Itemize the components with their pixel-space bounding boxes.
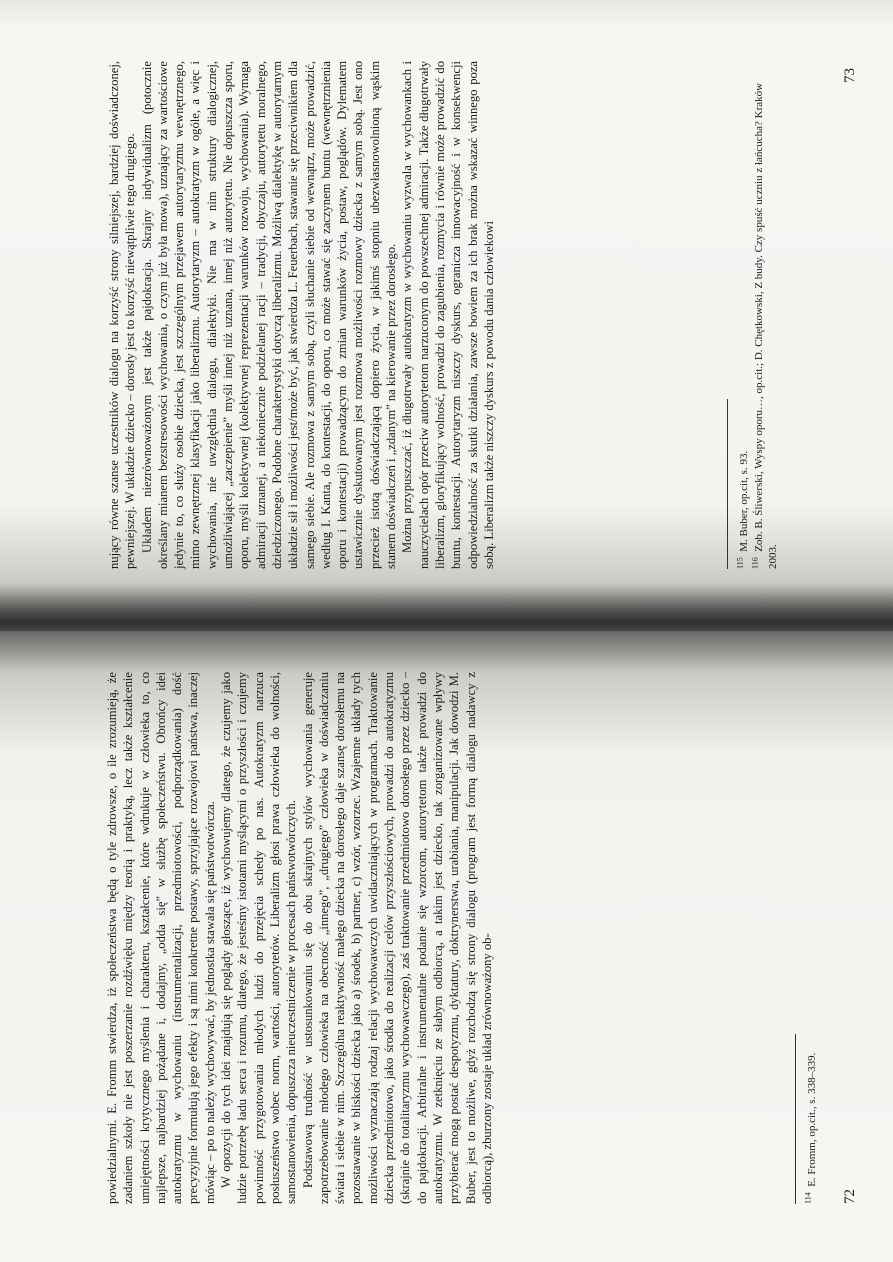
right-paragraph-3 [399, 61, 497, 569]
left-paragraph-3 [300, 672, 496, 1204]
paragraph-text: nujący równe szanse uczestników dialogu na korzyść strony silniejszej, bardziej doświadczonej, pewniejszej. W układzie dziecko – dorosły jest to korzyść niewątpliwie tego drugiego. [107, 61, 138, 569]
paragraph-text: Podstawową trudność w ustosunkowaniu się do obu skrajnych stylów wychowania generuje zapotrzebowanie młodego człowieka na obecność „innego”, „drugiego” człowieka w doświadczaniu świata i siebie w nim. Szczególna reaktywność małego dziecka na dorosłego daje szansę dorosłemu na pozostawanie w bliskości dziecka jako a) środek, b) partner, c) wzór, wzorzec. Wzajemne układy tych możliwości wyznaczają rodzaj relacji wychowawczych uwidaczniających w programach. Traktowanie dziecka przedmiotowo, jako środka do realizacji celów przyszłościowych, prowadzi do autokratyzmu (skrajnie do totalitaryzmu wychowawczego), zaś traktowanie przedmiotowo dorosłego przez dziecko – do pajdokracji. Arbitralne i instrumentalne podanie się wzorcom, autorytetom także prowadzi do autokratyzmu. W zetknięciu ze słabym odbiorcą, a takim jest dziecko, tak zorganizowane wpływy przybierać mogą postać despotyzmu, dyktatury, doktrynerstwa, urabiania, manipulacji. Jak dowodzi M. Buber, jest to możliwe, gdyż rozchodzą się strony dialogu (program jest formą dialogu nadawcy z odbiorcą), zburzony zostaje układ zrównoważony ob- [300, 672, 494, 1204]
paragraph-text: W opozycji do tych idei znajdują się poglądy głoszące, iż wychowujemy dlatego, że czujemy jako ludzie potrzebę ładu serca i rozumu, dlatego, że jesteśmy istotami myślącymi o przyszłości i czujemy powinność przygotowania młodych ludzi do przejęcia schedy po nas. Autokratyzm narzuca posłuszeństwo wobec norm, wartości, autorytetów. Liberalizm głosi prawa człowieka do wolności, samostanowienia, dopuszcza nieuczestniczenie w procesach państwotwórczych. [219, 672, 299, 1204]
footnote-text: Zob. B. Śliwerski, Wyspy oporu…, op.cit.; D. Chętkowski, Z budy. Czy spuść uczniu z łańcucha? Kraków 2003. [753, 82, 779, 569]
paragraph-text: Można przypuszczać, iż długotrwały autokratyzm w wychowaniu wyzwala w wychowankach i nauczycielach opór przeciw autorytetom narzuconym do powszechnej admiracji. Także długotrwały liberalizm, gloryfikujący wolność, prowadzi do zagubienia, rozmycia i równie może prowadzić do buntu, kontestacji. Autorytaryzm niszczy dyskurs, ogranicza innowacyjność i w konsekwencji odpowiedzialność za skutki działania, zawsze bowiem za ich brak można wskazać winnego poza sobą. Liberalizm także niszczy dyskurs z powodu dania człowiekowi [400, 61, 496, 569]
left-footnote [805, 672, 819, 1204]
footnote-number: 116 [750, 557, 760, 569]
left-page [0, 631, 893, 1262]
page-edge-shadow [0, 0, 893, 30]
right-footnote-116 [752, 61, 780, 569]
right-footnote-rule [727, 399, 728, 569]
paragraph-text: Układem niezrównoważonym jest także pajdokracja. Skrajny indywidualizm (potocznie określany mianem bezstresowości wychowania, o czym już była mowa), uznający za wartościowe jedynie to, co służy osobie dziecka, jest szczególnym przejawem autorytaryzmu wewnętrznego, mimo zewnętrznej klasyfikacji jako liberalizmu. Autorytaryzm – autokratyzm w ogóle, a więc i wychowania, nie uwzględnia dialogu, dialektyki. Nie ma w nim struktury dialogicznej, umożliwiającej „zaczepienie” myśli innej niż uznana, innej niż autorytetu. Nie dopuszcza sporu, oporu, myśli kolektywnej (kolektywnej reprezentacji warunków rozwoju, wychowania). Wymaga admiracji uznanej, a niekoniecznie podzielanej racji – tradycji, obyczaju, autorytetu moralnego, dziedziczonego. Podobne charakterystyki dotyczą liberalizmu. Możliwą dialektykę w autorytarnym układzie sił i możliwości jest/może być, jak stwierdza L. Feuerbach, stawanie się przeciwnikiem dla samego siebie. Ale rozmowa z samym sobą, czyli słuchanie siebie od wewnątrz, może prowadzić, według I. Kanta, do kontestacji, do oporu, co może stawać się zaczynem buntu (wewnętrznienia oporu i kontestacji) prowadzącym do zmian warunków życia, postaw, poglądów. Dylematem ustawicznie dyskutowanym jest rozmowa możliwości rozmowy dziecka z samym sobą. Jest ono przecież istotą doświadczającą dopiero życia, w jakimś stopniu ubezwłasnowolnioną wąskim stanem doświadczeń i „zdanym” na kierowanie przez dorosłego. [139, 61, 399, 569]
left-paragraph-1 [104, 672, 218, 1204]
left-body-text [104, 672, 495, 1204]
paragraph-text: powiedzialnymi. E. Fromm stwierdza, iż społeczeństwa będą o tyle zdrowsze, o ile zrozumieją, że zadaniem szkoły nie jest poszerzanie rozdźwięku między teorią i praktyką, lecz także kształcenie umiejętności krytycznego myślenia i charakteru, kształcenie, które wdrukuje w człowieka to, co najlepsze, najbardziej pożądane i, dodajmy, „odda się” w służbę społeczeństwu. Obrońcy idei autokratyzmu w wychowaniu (instrumentalizacji, przedmiotowości, podporządkowania) dość precyzyjnie formułują jego efekty i są nimi konkretne postawy, sprzyjające rozwojowi państwa, inaczej mówiąc – po to należy wychowywać, by jednostka stawała się państwotwórcza. [105, 672, 217, 1204]
left-page-number: 72 [842, 1189, 858, 1204]
right-paragraph-1 [106, 61, 139, 569]
right-page-number: 73 [842, 68, 858, 83]
right-body-text [106, 61, 497, 569]
right-paragraph-2 [139, 61, 400, 569]
left-paragraph-2 [218, 672, 299, 1204]
footnote-text: E. Fromm, op.cit., s. 338–339. [806, 1052, 818, 1187]
footnote-number: 115 [735, 557, 745, 569]
footnote-number: 114 [803, 1192, 813, 1204]
right-footnote-115 [737, 61, 751, 569]
book-gutter [0, 582, 893, 672]
left-footnote-rule [795, 1034, 796, 1204]
footnote-text: M. Buber, op.cit, s. 93. [738, 450, 750, 552]
